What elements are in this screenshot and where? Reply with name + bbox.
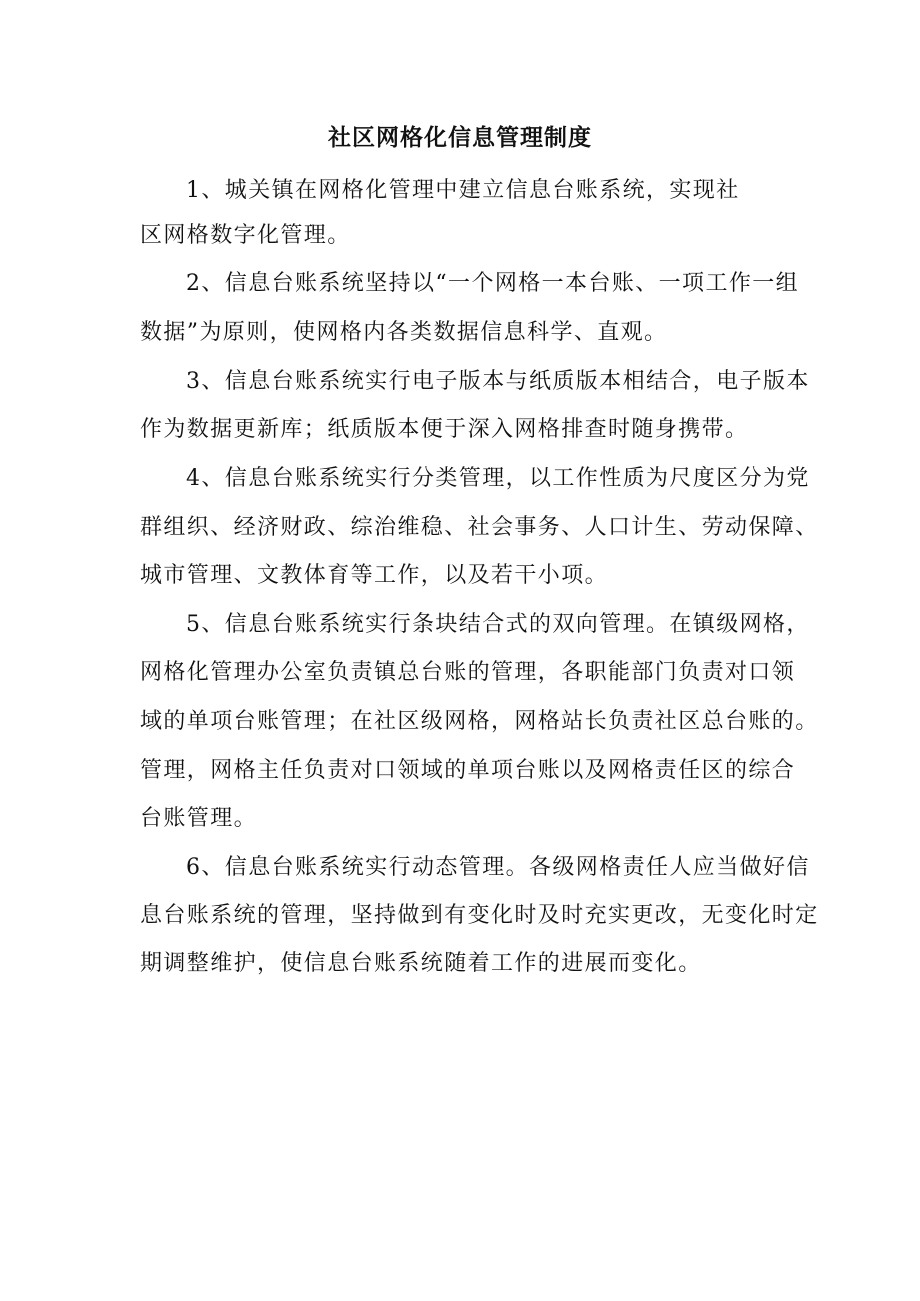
paragraph-2-line-1: 2、信息台账系统坚持以“一个网格一本台账、一项工作一组	[186, 271, 800, 296]
paragraph-4-line-2: 群组织、经济财政、综治维稳、社会事务、人口计生、劳动保障、	[140, 515, 819, 540]
document-title: 社区网格化信息管理制度	[328, 124, 592, 151]
paragraph-3-line-1: 3、信息台账系统实行电子版本与纸质版本相结合，电子版本	[186, 369, 810, 394]
paragraph-6-line-1: 6、信息台账系统实行动态管理。各级网格责任人应当做好信	[186, 855, 810, 880]
paragraph-1-line-1: 1、城关镇在网格化管理中建立信息台账系统，实现社	[186, 178, 740, 203]
paragraph-5-line-3: 域的单项台账管理；在社区级网格，网格站长负责社区总台账的。	[140, 709, 819, 734]
paragraph-1-line-2: 区网格数字化管理。	[140, 223, 351, 248]
paragraph-5-line-2: 网格化管理办公室负责镇总台账的管理，各职能部门负责对口领	[140, 660, 796, 685]
paragraph-4-line-3: 城市管理、文教体育等工作，以及若干小项。	[140, 563, 609, 588]
paragraph-2-line-2: 数据”为原则，使网格内各类数据信息科学、直观。	[140, 320, 668, 345]
paragraph-4-line-1: 4、信息台账系统实行分类管理，以工作性质为尺度区分为党	[186, 466, 810, 491]
paragraph-5-line-4: 管理，网格主任负责对口领域的单项台账以及网格责任区的综合	[140, 758, 796, 783]
paragraph-3-line-2: 作为数据更新库；纸质版本便于深入网格排查时随身携带。	[140, 417, 749, 442]
paragraph-6-line-2: 息台账系统的管理，坚持做到有变化时及时充实更改，无变化时定	[140, 903, 819, 928]
paragraph-5-line-5: 台账管理。	[140, 806, 258, 831]
paragraph-5-line-1: 5、信息台账系统实行条块结合式的双向管理。在镇级网格，	[186, 612, 810, 637]
paragraph-6-line-3: 期调整维护，使信息台账系统随着工作的进展而变化。	[140, 951, 702, 976]
